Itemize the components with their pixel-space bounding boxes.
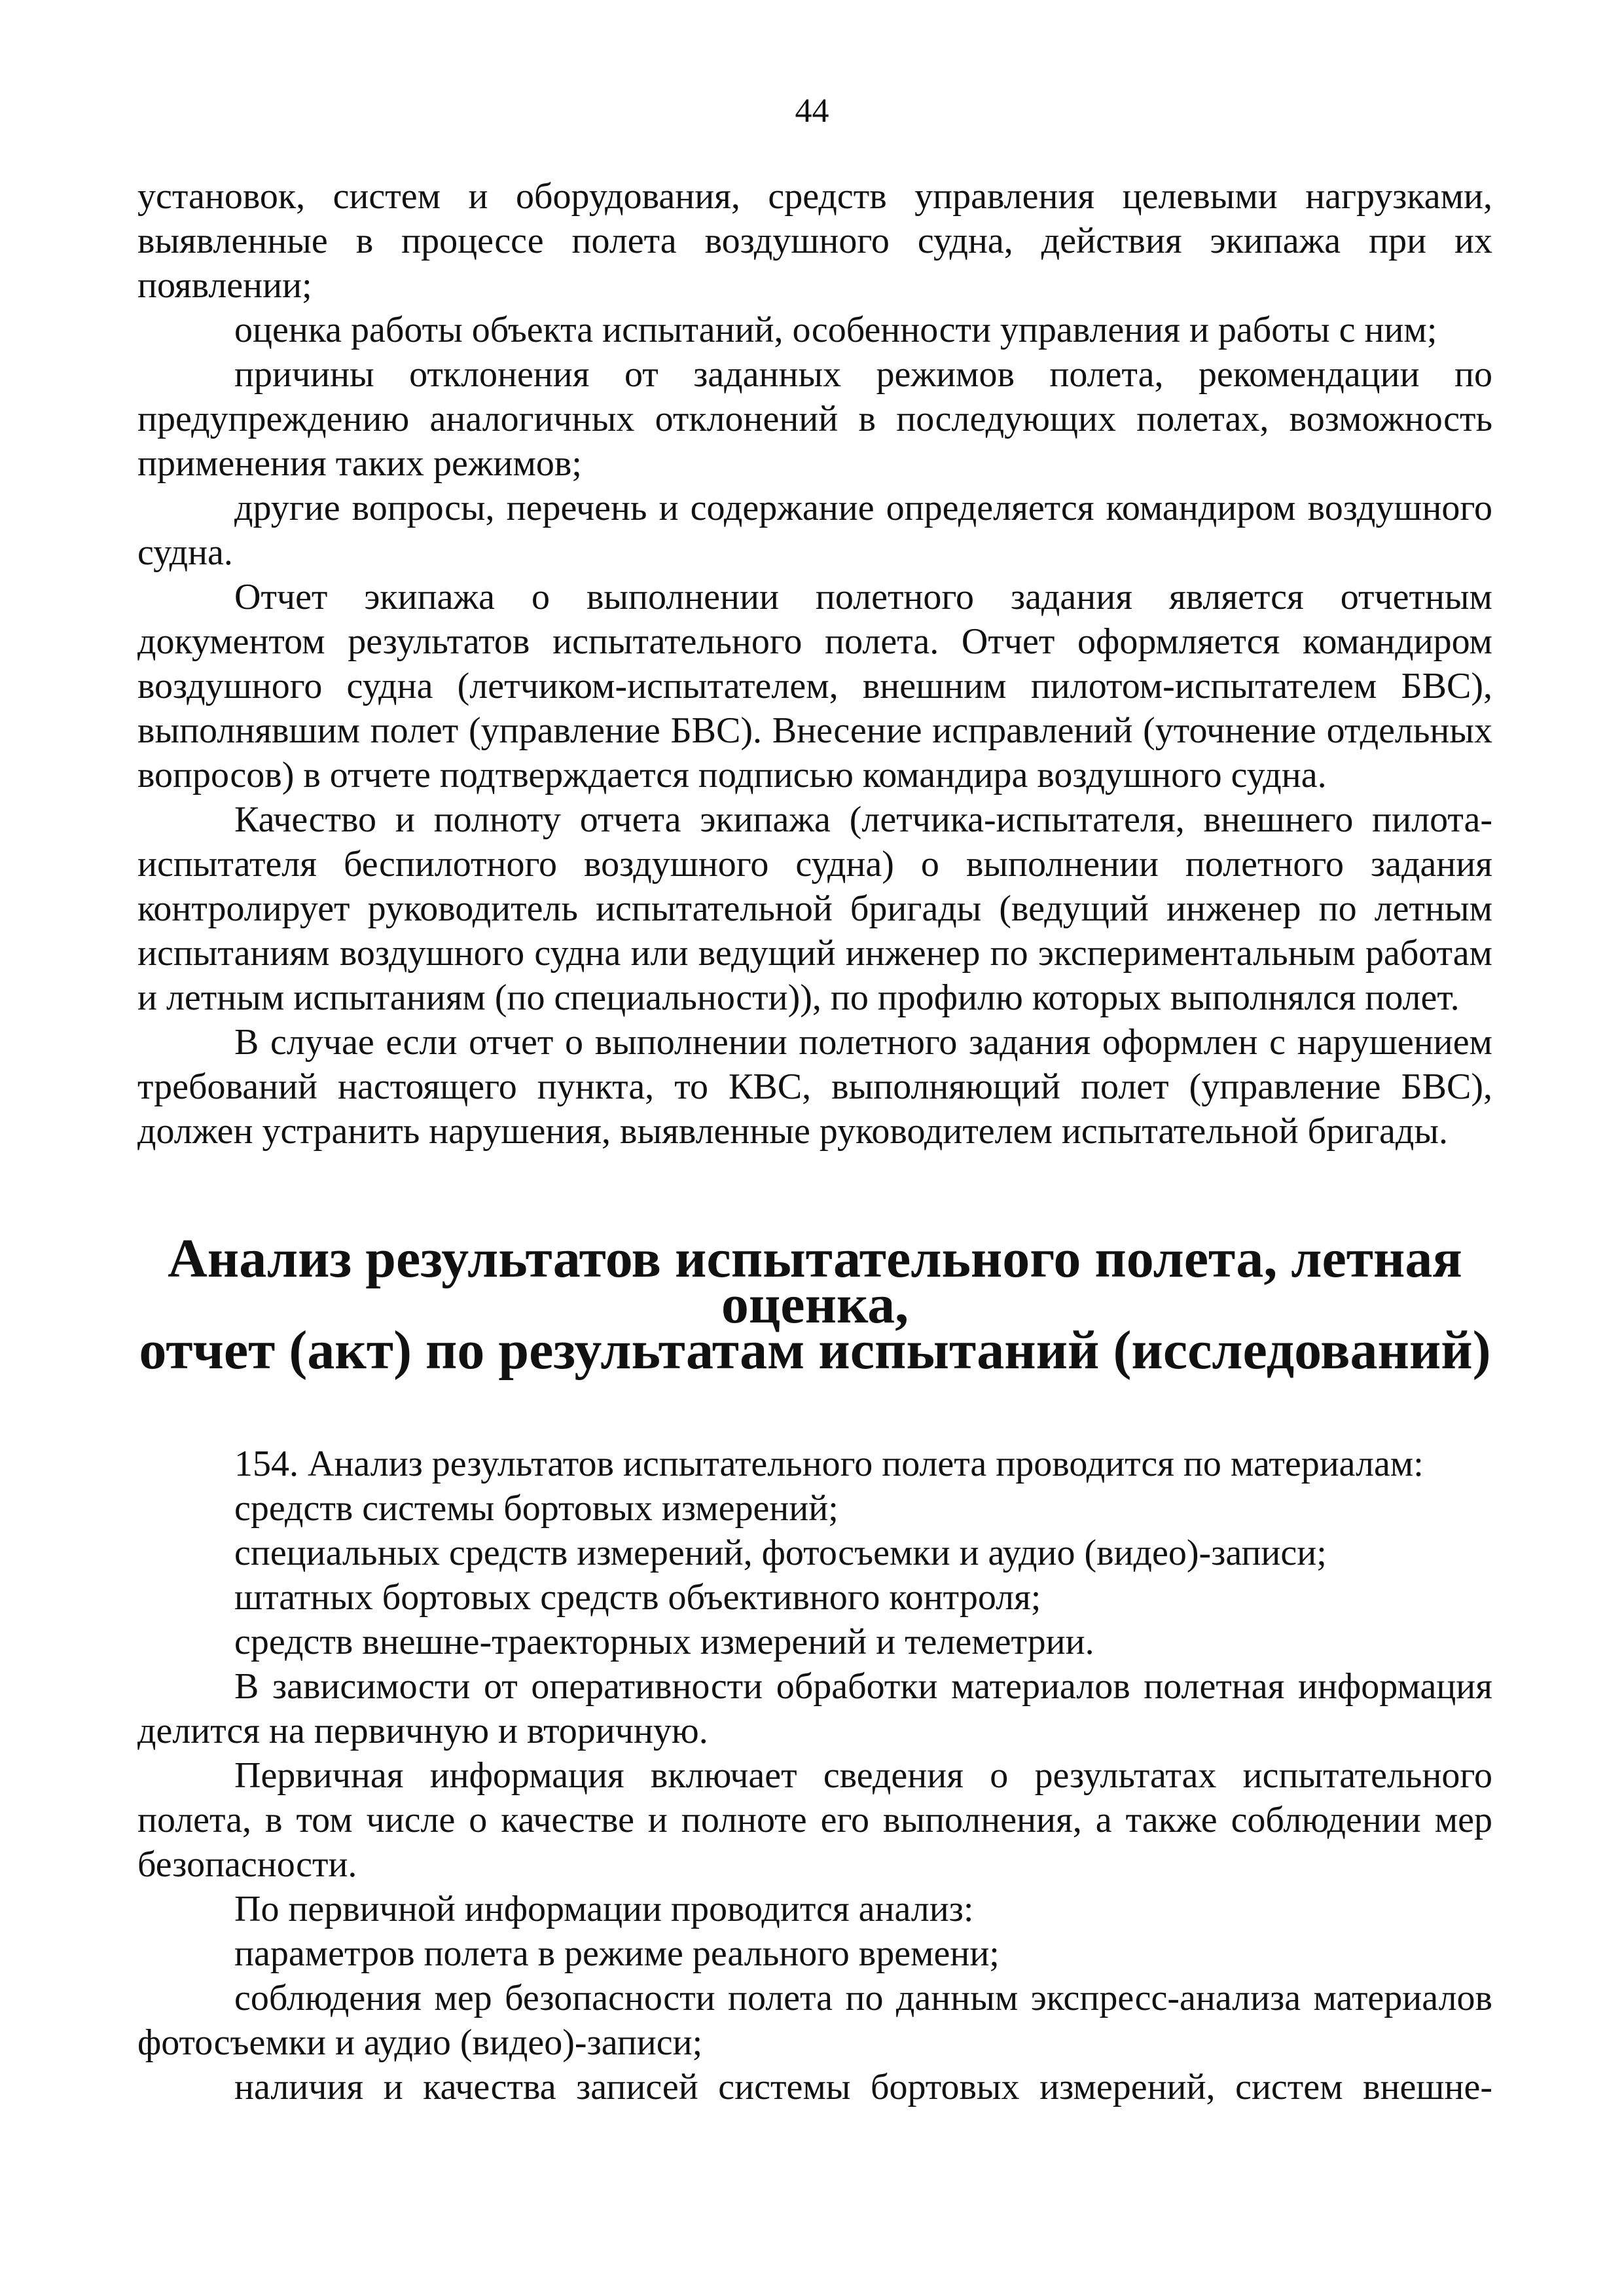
paragraph: В зависимости от оперативности обработки материалов полетная информация делится на первичную и вторичную. <box>137 1666 1492 1751</box>
list-item: параметров полета в режиме реального времени; <box>234 1933 1000 1974</box>
paragraph: Качество и полноту отчета экипажа (летчика-испытателя, внешнего пилота-испытателя беспилотного воздушного судна) о выполнении полетного задания контролирует руководитель испытательной бригады (ведущий инженер по летным испытаниям воздушного судна или ведущий инженер по экспериментальным работам и летным испытаниям (по специальности)), по профилю которых выполнялся полет. <box>137 799 1492 1018</box>
list-item: средств системы бортовых измерений; <box>234 1488 839 1529</box>
paragraph: оценка работы объекта испытаний, особенности управления и работы с ним; <box>234 310 1437 350</box>
paragraph: причины отклонения от заданных режимов полета, рекомендации по предупреждению аналогичных отклонений в последующих полетах, возможность применения таких режимов; <box>137 354 1492 484</box>
paragraph: Отчет экипажа о выполнении полетного задания является отчетным документом результатов испытательного полета. Отчет оформляется командиром воздушного судна (летчиком-испытателем, внешним пилотом-испытателем БВС), выполнявшим полет (управление БВС). Внесение исправлений (уточнение отдельных вопросов) в отчете подтверждается подписью командира воздушного судна. <box>137 577 1492 795</box>
list-item: специальных средств измерений, фотосъемки и аудио (видео)-записи; <box>234 1533 1327 1573</box>
list-item: наличия и качества записей системы бортовых измерений, систем внешне- <box>234 2067 1492 2107</box>
section-heading-line: отчет (акт) по результатам испытаний (исследований) <box>139 1320 1491 1381</box>
paragraph: другие вопросы, перечень и содержание определяется командиром воздушного судна. <box>137 488 1492 573</box>
paragraph: установок, систем и оборудования, средств управления целевыми нагрузками, выявленные в процессе полета воздушного судна, действия экипажа при их появлении; <box>137 176 1492 306</box>
list-item: средств внешне-траекторных измерений и телеметрии. <box>234 1622 1094 1662</box>
paragraph: Первичная информация включает сведения о результатах испытательного полета, в том числе о качестве и полноте его выполнения, а также соблюдении мер безопасности. <box>137 1755 1492 1885</box>
paragraph: По первичной информации проводится анализ: <box>234 1889 974 1929</box>
section-heading <box>137 1228 1492 1381</box>
paragraph: 154. Анализ результатов испытательного полета проводится по материалам: <box>234 1444 1424 1484</box>
list-item: соблюдения мер безопасности полета по данным экспресс-анализа материалов фотосъемки и аудио (видео)-записи; <box>137 1978 1492 2063</box>
section-heading-line: Анализ результатов испытательного полета, летная оценка, <box>168 1228 1462 1335</box>
list-item: штатных бортовых средств объективного контроля; <box>234 1577 1041 1618</box>
page-content <box>137 174 1492 2109</box>
page-number: 44 <box>795 92 829 130</box>
paragraph: В случае если отчет о выполнении полетного задания оформлен с нарушением требований настоящего пункта, то КВС, выполняющий полет (управление БВС), должен устранить нарушения, выявленные руководителем испытательной бригады. <box>137 1022 1492 1152</box>
